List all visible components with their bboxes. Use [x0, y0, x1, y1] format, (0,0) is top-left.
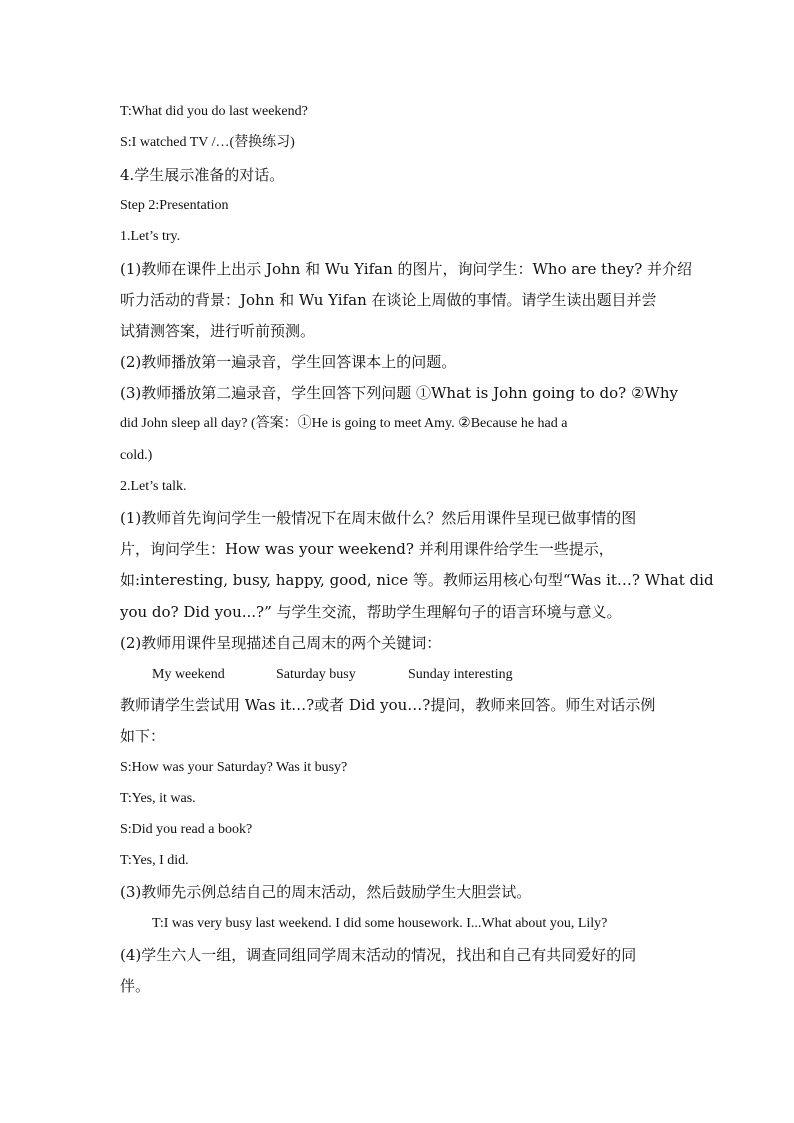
paragraph-line: (3)教师播放第二遍录音，学生回答下列问题 ①What is John going to do? ②Why [120, 384, 678, 402]
dialogue-line: S:Did you read a book? [120, 822, 253, 837]
dialogue-line-teacher-question: T:What did you do last weekend? [120, 104, 308, 119]
paragraph-line: 如:interesting, busy, happy, good, nice 等。教师运用核心句型“Was it…? What did [120, 571, 714, 589]
keyword-saturday: Saturday busy [276, 667, 356, 682]
dialogue-line: T:Yes, I did. [120, 853, 189, 868]
keyword-my-weekend: My weekend [152, 667, 225, 682]
paragraph-line: you do? Did you...?” 与学生交流，帮助学生理解句子的语言环境与意义。 [120, 603, 622, 621]
subsection-heading-lets-try: 1.Let’s try. [120, 229, 181, 244]
paragraph-line: cold.) [120, 448, 153, 463]
paragraph-line: (3)教师先示例总结自己的周末活动，然后鼓励学生大胆尝试。 [120, 883, 532, 901]
paragraph-line: 教师请学生尝试用 Was it…?或者 Did you…?提问，教师来回答。师生对话示例 [120, 696, 656, 714]
paragraph-line: 伴。 [120, 977, 151, 995]
paragraph-line: 试猜测答案，进行听前预测。 [120, 322, 316, 340]
dialogue-line: T:Yes, it was. [120, 791, 196, 806]
paragraph-line: (4)学生六人一组，调查同组同学周末活动的情况，找出和自己有共同爱好的同 [120, 946, 637, 964]
paragraph-line: (1)教师首先询问学生一般情况下在周末做什么？然后用课件呈现已做事情的图 [120, 509, 637, 527]
keyword-sunday: Sunday interesting [408, 667, 513, 682]
keyword-row [152, 665, 513, 685]
paragraph-line: (1)教师在课件上出示 John 和 Wu Yifan 的图片，询问学生：Who are they? 并介绍 [120, 260, 693, 278]
paragraph-line: 片，询问学生：How was your weekend? 并利用课件给学生一些提示， [120, 540, 614, 558]
example-line: T:I was very busy last weekend. I did some housework. I...What about you, Lily? [152, 916, 608, 931]
section-heading-presentation: Step 2:Presentation [120, 198, 229, 213]
subsection-heading-lets-talk: 2.Let’s talk. [120, 479, 187, 494]
dialogue-line: S:How was your Saturday? Was it busy? [120, 760, 348, 775]
step-item-show-dialogue: 4.学生展示准备的对话。 [120, 166, 285, 184]
paragraph-line: did John sleep all day? (答案：①He is going to meet Amy. ②Because he had a [120, 416, 568, 431]
paragraph-line: 如下： [120, 727, 166, 745]
paragraph-line: 听力活动的背景：John 和 Wu Yifan 在谈论上周做的事情。请学生读出题目并尝 [120, 291, 657, 309]
dialogue-line-student-answer: S:I watched TV /…(替换练习) [120, 135, 295, 150]
paragraph-line: (2)教师播放第一遍录音，学生回答课本上的问题。 [120, 353, 457, 371]
paragraph-line: (2)教师用课件呈现描述自己周末的两个关键词： [120, 634, 442, 652]
